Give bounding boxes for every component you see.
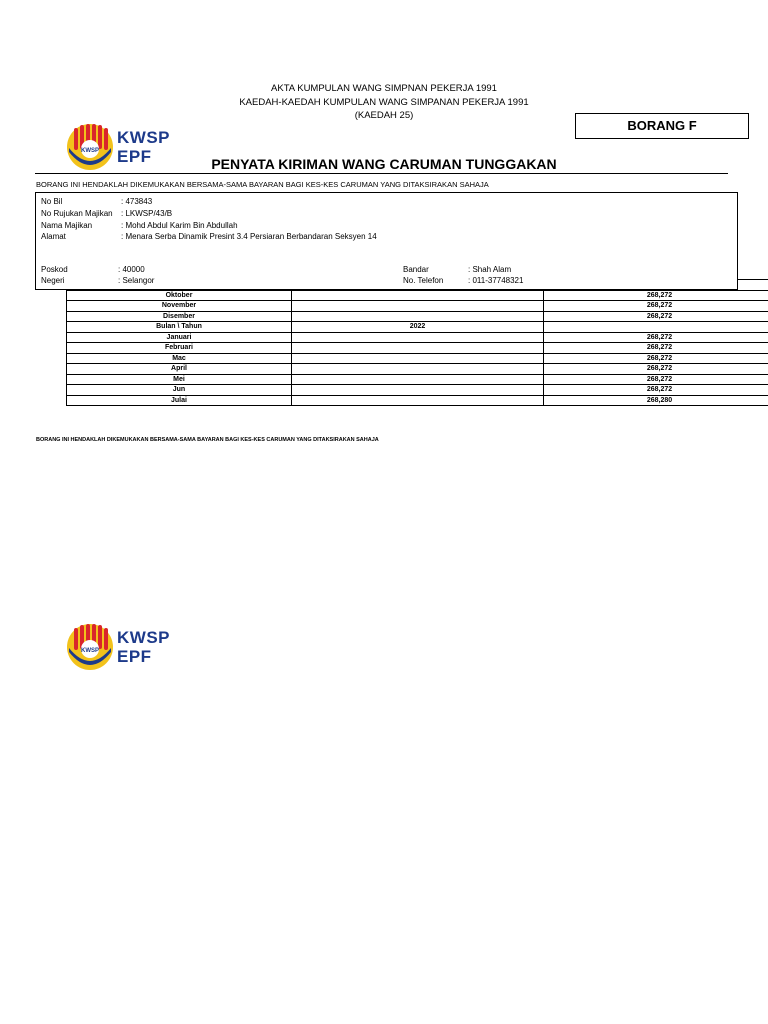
- table-row: [67, 395, 768, 406]
- form-label-box: BORANG F: [575, 113, 749, 139]
- month-cell: Januari: [67, 332, 292, 343]
- telefon-value: : 011-37748321: [468, 276, 524, 285]
- logo-kwsp-text: KWSP: [117, 128, 170, 147]
- table-row: [67, 385, 768, 396]
- nama-majikan-label: Nama Majikan: [41, 221, 93, 230]
- notice-text-bottom: BORANG INI HENDAKLAH DIKEMUKAKAN BERSAMA-SAMA BAYARAN BAGI KES-KES CARUMAN YANG DITAKSIRAKAN SAHAJA: [36, 437, 379, 443]
- amount-cell: 268,272: [544, 385, 768, 396]
- year-cell: [292, 301, 544, 312]
- year-cell: [292, 395, 544, 406]
- title-divider: [35, 173, 728, 174]
- table-row: [67, 343, 768, 354]
- act-title: AKTA KUMPULAN WANG SIMPNAN PEKERJA 1991: [271, 83, 497, 94]
- amount-cell: [544, 322, 768, 333]
- negeri-value: : Selangor: [118, 276, 155, 285]
- amount-cell: 268,272: [544, 290, 768, 301]
- year-cell: [292, 311, 544, 322]
- kwsp-emblem-icon: [65, 622, 115, 672]
- month-cell: Mei: [67, 374, 292, 385]
- bandar-label: Bandar: [403, 265, 429, 274]
- table-row: [67, 374, 768, 385]
- no-bil-value: : 473843: [121, 197, 153, 206]
- regulation-number: (KAEDAH 25): [354, 110, 414, 121]
- poskod-value: : 40000: [118, 265, 145, 274]
- amount-cell: 268,272: [544, 343, 768, 354]
- year-cell: [292, 343, 544, 354]
- logo-epf-text: EPF: [117, 147, 152, 166]
- table-row: [67, 290, 768, 301]
- logo-epf-text: EPF: [117, 647, 152, 666]
- amount-cell: 268,280: [544, 395, 768, 406]
- emblem-text: KWSP: [81, 148, 99, 154]
- bandar-value: : Shah Alam: [468, 265, 512, 274]
- employer-info-box: [35, 192, 738, 290]
- page-title: PENYATA KIRIMAN WANG CARUMAN TUNGGAKAN: [211, 156, 557, 172]
- alamat-label: Alamat: [41, 232, 66, 241]
- kwsp-logo-bottom: [65, 622, 175, 678]
- month-cell: Mac: [67, 353, 292, 364]
- table-row: [67, 311, 768, 322]
- nama-majikan-value: : Mohd Abdul Karim Bin Abdullah: [121, 221, 238, 230]
- amount-cell: 268,272: [544, 332, 768, 343]
- amount-cell: 268,272: [544, 311, 768, 322]
- table-row: [67, 353, 768, 364]
- year-cell: [292, 290, 544, 301]
- month-cell: Julai: [67, 395, 292, 406]
- no-rujukan-label: No Rujukan Majikan: [41, 209, 113, 218]
- negeri-label: Negeri: [41, 276, 65, 285]
- year-cell: [292, 353, 544, 364]
- no-bil-label: No Bil: [41, 197, 63, 206]
- amount-cell: 268,272: [544, 364, 768, 375]
- kwsp-emblem-icon: [65, 122, 115, 172]
- kwsp-logo: [65, 122, 175, 178]
- notice-text: BORANG INI HENDAKLAH DIKEMUKAKAN BERSAMA-SAMA BAYARAN BAGI KES-KES CARUMAN YANG DITAKSIRAKAN SAHAJA: [36, 180, 489, 189]
- year-cell: [292, 332, 544, 343]
- alamat-value: : Menara Serba Dinamik Presint 3.4 Persiaran Berbandaran Seksyen 14: [121, 232, 377, 241]
- table-row: [67, 332, 768, 343]
- table-row: [67, 364, 768, 375]
- amount-cell: 268,272: [544, 301, 768, 312]
- year-cell: 2022: [292, 322, 544, 333]
- table-row: [67, 301, 768, 312]
- month-cell: April: [67, 364, 292, 375]
- regulation-title: KAEDAH-KAEDAH KUMPULAN WANG SIMPANAN PEKERJA 1991: [239, 97, 529, 108]
- arrears-table-body: [67, 280, 768, 406]
- year-cell: [292, 364, 544, 375]
- month-cell: November: [67, 301, 292, 312]
- table-row: [67, 322, 768, 333]
- month-cell: Jun: [67, 385, 292, 396]
- amount-cell: 268,272: [544, 374, 768, 385]
- month-cell: Oktober: [67, 290, 292, 301]
- month-cell: Disember: [67, 311, 292, 322]
- logo-kwsp-text: KWSP: [117, 628, 170, 647]
- no-rujukan-value: : LKWSP/43/B: [121, 209, 173, 218]
- poskod-label: Poskod: [41, 265, 68, 274]
- month-cell: Bulan \ Tahun: [67, 322, 292, 333]
- month-cell: Februari: [67, 343, 292, 354]
- emblem-text: KWSP: [81, 648, 99, 654]
- year-cell: [292, 374, 544, 385]
- arrears-table: [66, 279, 768, 406]
- telefon-label: No. Telefon: [403, 276, 444, 285]
- amount-cell: 268,272: [544, 353, 768, 364]
- year-cell: [292, 385, 544, 396]
